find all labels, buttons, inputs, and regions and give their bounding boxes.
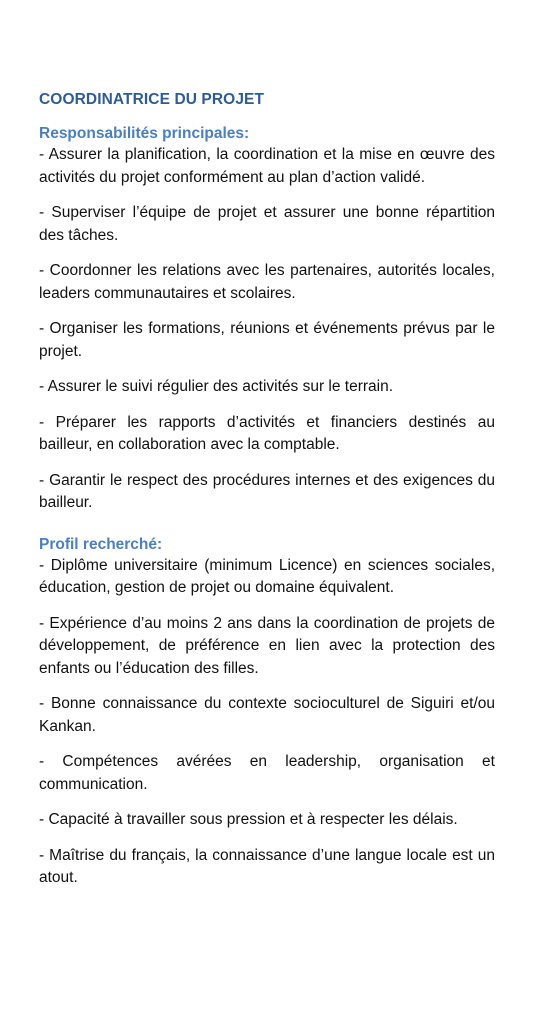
responsibility-item: - Garantir le respect des procédures internes et des exigences du bailleur.	[39, 471, 495, 511]
responsibility-item: - Coordonner les relations avec les partenaires, autorités locales, leaders communautaires et scolaires.	[39, 262, 495, 302]
job-description-document	[39, 90, 495, 890]
profile-heading: Profil recherché:	[39, 535, 163, 553]
profile-section	[39, 535, 495, 890]
responsibility-item: - Organiser les formations, réunions et événements prévus par le projet.	[39, 320, 495, 360]
document-title: COORDINATRICE DU PROJET	[39, 91, 265, 108]
profile-item: - Diplôme universitaire (minimum Licence) en sciences sociales, éducation, gestion de projet ou domaine équivalent.	[39, 556, 495, 596]
profile-item: - Capacité à travailler sous pression et à respecter les délais.	[39, 811, 458, 828]
responsibility-item: - Préparer les rapports d’activités et financiers destinés au bailleur, en collaboration avec la comptable.	[39, 413, 495, 453]
profile-item: - Maîtrise du français, la connaissance d’une langue locale est un atout.	[39, 846, 495, 886]
responsibility-item: - Superviser l’équipe de projet et assurer une bonne répartition des tâches.	[39, 204, 495, 244]
responsibility-item: - Assurer la planification, la coordination et la mise en œuvre des activités du projet conformément au plan d’action validé.	[39, 146, 495, 186]
responsibilities-section	[39, 124, 495, 515]
profile-item: - Compétences avérées en leadership, organisation et communication.	[39, 753, 495, 793]
profile-item: - Expérience d’au moins 2 ans dans la coordination de projets de développement, de préférence en lien avec la protection des enfants ou l’éducation des filles.	[39, 614, 495, 677]
responsibility-item: - Assurer le suivi régulier des activités sur le terrain.	[39, 378, 394, 395]
responsibilities-heading: Responsabilités principales:	[39, 125, 250, 142]
profile-item: - Bonne connaissance du contexte socioculturel de Siguiri et/ou Kankan.	[39, 695, 495, 735]
